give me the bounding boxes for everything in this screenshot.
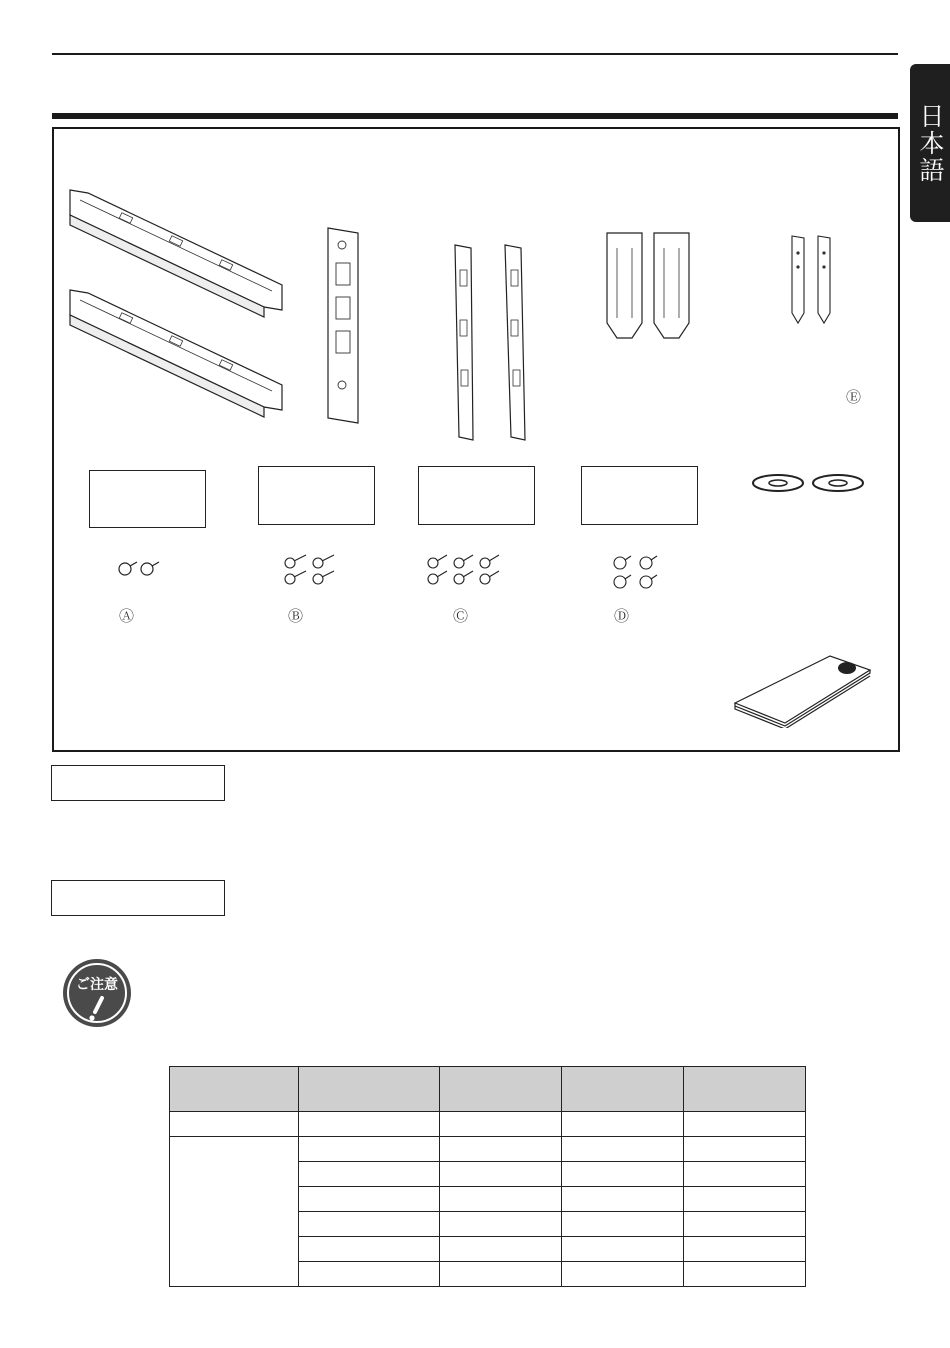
table-row [170,1112,806,1137]
table-header-row [170,1067,806,1112]
table-cell [440,1212,562,1237]
table-header-cell [684,1067,806,1112]
table-cell [684,1162,806,1187]
washer-icon [750,470,870,498]
table-cell [440,1237,562,1262]
table-cell [170,1112,299,1137]
header-thin-rule [52,53,898,55]
table-row [170,1137,806,1162]
table-cell [440,1137,562,1162]
part-label-box-3 [418,466,535,525]
table-cell [299,1137,440,1162]
manual-booklet-icon [730,648,875,728]
arm-brackets-illustration [445,240,535,445]
table-cell [684,1212,806,1237]
part-label-d: Ⓓ [614,607,630,625]
table-cell [684,1112,806,1137]
table-header-cell [299,1067,440,1112]
table-cell [562,1262,684,1287]
part-label-a: Ⓐ [119,607,135,625]
language-tab[interactable] [910,64,950,222]
table-cell [299,1162,440,1187]
table-cell [562,1187,684,1212]
table-cell [562,1112,684,1137]
part-label-e: Ⓔ [846,388,862,406]
table-cell [299,1237,440,1262]
spec-table [169,1066,806,1287]
table-header-cell [440,1067,562,1112]
part-label-c: Ⓒ [453,607,469,625]
table-cell [562,1137,684,1162]
table-header-cell [170,1067,299,1112]
table-cell [684,1262,806,1287]
table-cell [299,1212,440,1237]
table-cell [562,1237,684,1262]
language-tab-label: 日本語 [916,102,945,184]
part-label-box-4 [581,466,698,525]
part-label-box-2 [258,466,375,525]
section-heading-box-1 [51,765,225,801]
vertical-plate-illustration [322,225,362,425]
table-header-cell [562,1067,684,1112]
table-cell [562,1212,684,1237]
table-cell [684,1187,806,1212]
section-heading-box-2 [51,880,225,916]
table-cell [440,1112,562,1137]
screw-icon [282,551,342,587]
table-cell [170,1137,299,1287]
table-cell [440,1262,562,1287]
caution-icon [62,958,132,1028]
caution-label: ご注意 [76,977,118,993]
wall-plate-illustration [60,185,290,435]
table-cell [299,1262,440,1287]
table-cell [299,1112,440,1137]
adapter-brackets-illustration [602,228,702,358]
table-cell [440,1187,562,1212]
header-thick-rule [52,113,898,119]
part-label-b: Ⓑ [288,607,304,625]
screw-icon [115,555,165,580]
table-cell [684,1137,806,1162]
table-cell [440,1162,562,1187]
small-brackets-illustration [788,233,838,328]
screw-icon [612,550,667,592]
table-cell [684,1237,806,1262]
table-cell [562,1162,684,1187]
table-cell [299,1187,440,1212]
screw-icon [425,551,510,587]
part-label-box-1 [89,470,206,528]
